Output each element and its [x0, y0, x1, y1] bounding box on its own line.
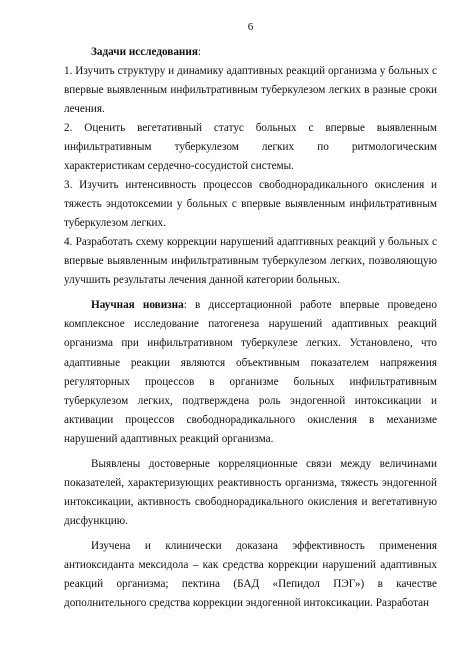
page-number: 6 — [247, 21, 254, 33]
novelty-text: : в диссертационной работе впервые проведено комплексное исследование патогенеза нарушений адаптивных реакций организма при инфильтративном туберкулезе легких. Установлено, что адаптивные реакции являются объективным показателем напряжения регуляторных процессов в организме больных инфильтративным туберкулезом легких, подтверждена роль эндогенной интоксикации и активации процессов свободнорадикального окисления в механизме нарушений адаптивных реакций организма. — [64, 299, 437, 445]
correlation-paragraph: Выявлены достоверные корреляционные связи между величинами показателей, характеризующих реактивность организма, тяжесть эндогенной интоксикации, активность свободнорадикального окисления и вегетативную дисфункцию. — [64, 457, 437, 527]
task-item-3: 3. Изучить интенсивность процессов свободнорадикального окисления и тяжесть эндотоксемии у больных с впервые выявленным инфильтративным туберкулезом легких. — [64, 179, 437, 230]
tasks-heading: Задачи исследования — [91, 46, 198, 58]
task-item-2: 2. Оценить вегетативный статус больных с впервые выявленным инфильтративным туберкулезом легких по ритмологическим характеристикам сердечно-сосудистой системы. — [64, 122, 437, 173]
novelty-heading: Научная новизна — [91, 299, 184, 312]
tasks-heading-line — [64, 43, 437, 62]
task-item-4: 4. Разработать схему коррекции нарушений адаптивных реакций у больных с впервые выявленным инфильтративным туберкулезом легких, позволяющую улучшить результаты лечения данной категории больных. — [64, 236, 437, 287]
task-item-1: 1. Изучить структуру и динамику адаптивных реакций организма у больных с впервые выявленным инфильтративным туберкулезом легких в разные сроки лечения. — [64, 65, 437, 116]
efficacy-paragraph: Изучена и клинически доказана эффективность применения антиоксиданта мексидола – как средства коррекции нарушений адаптивных реакций организма; пектина (БАД «Пепидол ПЭГ») в качестве дополнительного средства коррекции эндогенной интоксикации. Разработан — [64, 539, 437, 609]
novelty-paragraph — [64, 296, 437, 448]
tasks-heading-colon: : — [197, 46, 201, 58]
